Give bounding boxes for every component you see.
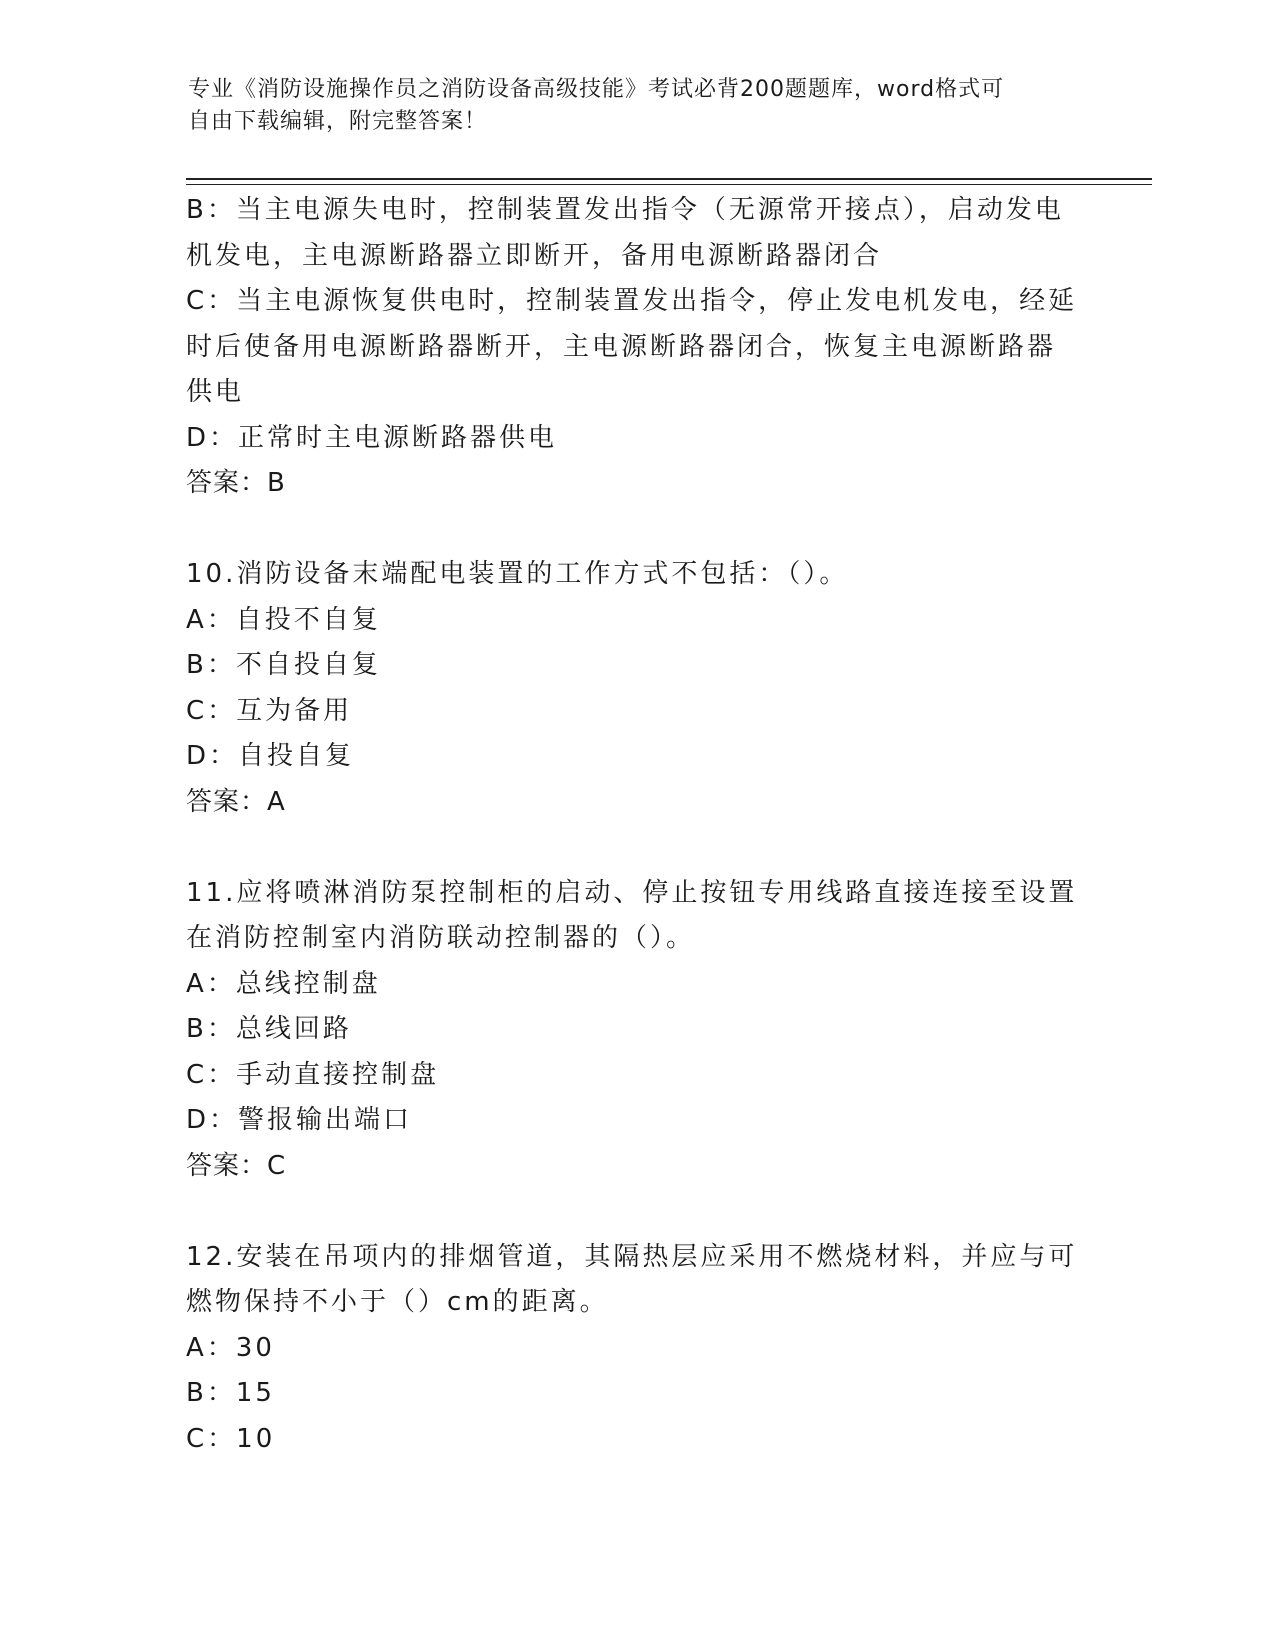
q12-option-a: A：30 [186, 1332, 275, 1363]
q10-answer: 答案：A [186, 786, 286, 817]
q11-answer: 答案：C [186, 1150, 287, 1181]
q11-option-b: B：总线回路 [186, 1014, 352, 1044]
header-line-2: 自由下载编辑，附完整答案！ [188, 109, 488, 134]
question-12 [186, 1235, 1086, 1463]
spacer [186, 1189, 1086, 1235]
q10-option-a: A：自投不自复 [186, 604, 381, 635]
q10-stem: 10.消防设备末端配电装置的工作方式不包括：（）。 [186, 559, 849, 589]
question-list [186, 188, 1086, 1462]
question-9-tail [186, 188, 1086, 507]
q10-option-b: B：不自投自复 [186, 650, 381, 680]
question-10 [186, 552, 1086, 825]
question-11 [186, 871, 1086, 1190]
q9-option-b-line-2: 机发电，主电源断路器立即断开，备用电源断路器闭合 [186, 240, 883, 271]
q11-stem-line-2: 在消防控制室内消防联动控制器的（）。 [186, 923, 696, 953]
q9-option-c-line-3: 供电 [186, 377, 245, 407]
header-line-1: 专业《消防设施操作员之消防设备高级技能》考试必背200题题库，word格式可 [188, 77, 1005, 102]
header-rule-thin [186, 184, 1152, 185]
q10-option-c: C：互为备用 [186, 695, 353, 726]
document-header [188, 74, 1088, 138]
q12-stem-line-2: 燃物保持不小于（）cm的距离。 [186, 1287, 609, 1317]
q11-option-a: A：总线控制盘 [186, 968, 381, 999]
q10-option-d: D：自投自复 [186, 741, 355, 771]
q12-option-b: B：15 [186, 1378, 275, 1408]
q11-option-c: C：手动直接控制盘 [186, 1059, 440, 1090]
q9-option-c-line-2: 时后使备用电源断路器断开，主电源断路器闭合，恢复主电源断路器 [186, 331, 1057, 362]
q12-stem-line-1: 12.安装在吊项内的排烟管道，其隔热层应采用不燃烧材料，并应与可 [186, 1241, 1078, 1272]
q11-option-d: D：警报输出端口 [186, 1105, 413, 1135]
q9-option-b-line-1: B：当主电源失电时，控制装置发出指令（无源常开接点），启动发电 [186, 195, 1064, 225]
q9-answer: 答案：B [186, 468, 286, 498]
q12-option-c: C：10 [186, 1423, 276, 1454]
q11-stem-line-1: 11.应将喷淋消防泵控制柜的启动、停止按钮专用线路直接连接至设置 [186, 877, 1078, 908]
spacer [186, 825, 1086, 871]
q9-option-c-line-1: C：当主电源恢复供电时，控制装置发出指令，停止发电机发电，经延 [186, 286, 1078, 316]
q9-option-d: D：正常时主电源断路器供电 [186, 422, 558, 453]
header-rule-thick [186, 178, 1152, 180]
spacer [186, 507, 1086, 553]
